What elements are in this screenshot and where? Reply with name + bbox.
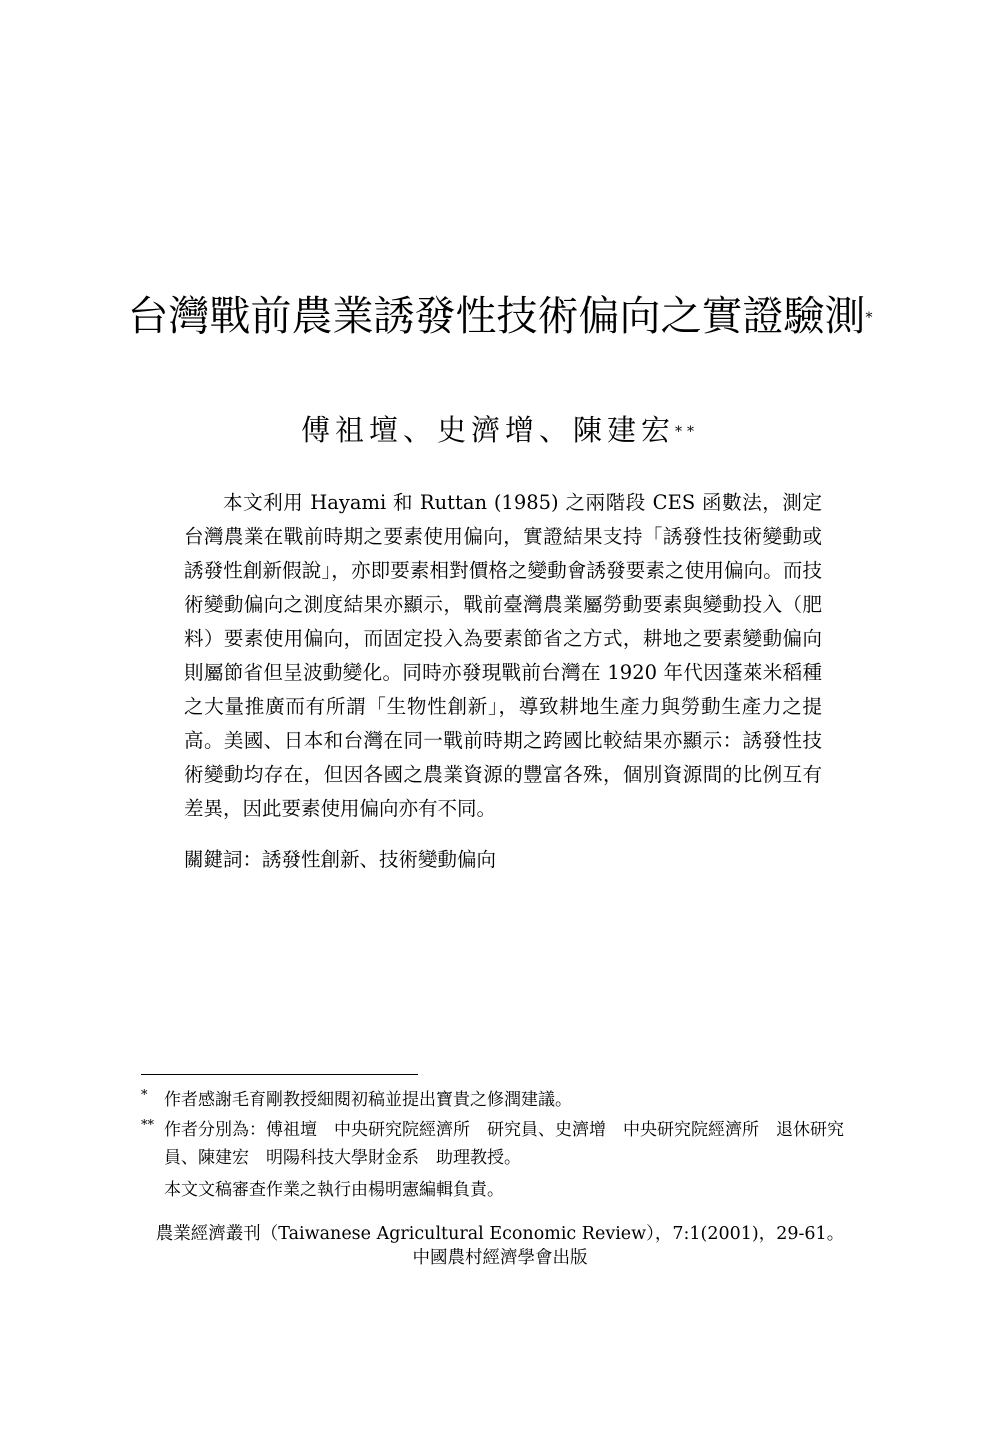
paper-title-text: 台灣戰前農業誘發性技術偏向之實證驗測 [127, 292, 866, 340]
paper-title [0, 290, 1000, 342]
footnote-author-affiliations [141, 1116, 861, 1172]
title-footnote-mark: * [865, 310, 873, 326]
footnote-mark-2: ** [141, 1118, 154, 1133]
footnote-divider [141, 1074, 418, 1075]
publisher-line: 中國農村經濟學會出版 [412, 1248, 588, 1268]
journal-citation-line: 農業經濟叢刊（Taiwanese Agricultural Economic Review），7:1(2001)，29-61。 [155, 1224, 845, 1244]
author-footnote-mark: ** [675, 424, 699, 440]
footnote-review-note: 本文文稿審查作業之執行由楊明憲編輯負責。 [164, 1180, 504, 1200]
footnote-acknowledgement [141, 1086, 861, 1114]
journal-citation [0, 1222, 1000, 1270]
keywords-line [184, 843, 824, 877]
keywords-label: 關鍵詞： [184, 848, 263, 871]
abstract-paragraph: 本文利用 Hayami 和 Ruttan (1985) 之兩階段 CES 函數法，測定台灣農業在戰前時期之要素使用偏向，實證結果支持「誘發性技術變動或誘發性創新假說」，亦即要素相對價格之變動會誘發要素之使用偏向。而技術變動偏向之測度結果亦顯示，戰前臺灣農業屬勞動要素與變動投入（肥料）要素使用偏向，而固定投入為要素節省之方式，耕地之要素變動偏向則屬節省但呈波動變化。同時亦發現戰前台灣在 1920 年代因蓬萊米稻種之大量推廣而有所謂「生物性創新」，導致耕地生產力與勞動生產力之提高。美國、日本和台灣在同一戰前時期之跨國比較結果亦顯示：誘發性技術變動均存在，但因各國之農業資源的豐富各殊，個別資源間的比例互有差異，因此要素使用偏向亦有不同。 [184, 491, 822, 820]
footnote-text-2: 作者分別為：傅祖壇 中央研究院經濟所 研究員、史濟增 中央研究院經濟所 退休研究員、陳建宏 明陽科技大學財金系 助理教授。 [164, 1120, 844, 1168]
author-names: 傅祖壇、史濟增、陳建宏 [300, 413, 675, 447]
keywords-value: 誘發性創新、技術變動偏向 [262, 848, 497, 871]
footnote-mark-1: * [141, 1088, 148, 1103]
footnote-text-1: 作者感謝毛育剛教授細閱初稿並提出寶貴之修潤建議。 [164, 1090, 572, 1110]
author-list [0, 410, 1000, 450]
